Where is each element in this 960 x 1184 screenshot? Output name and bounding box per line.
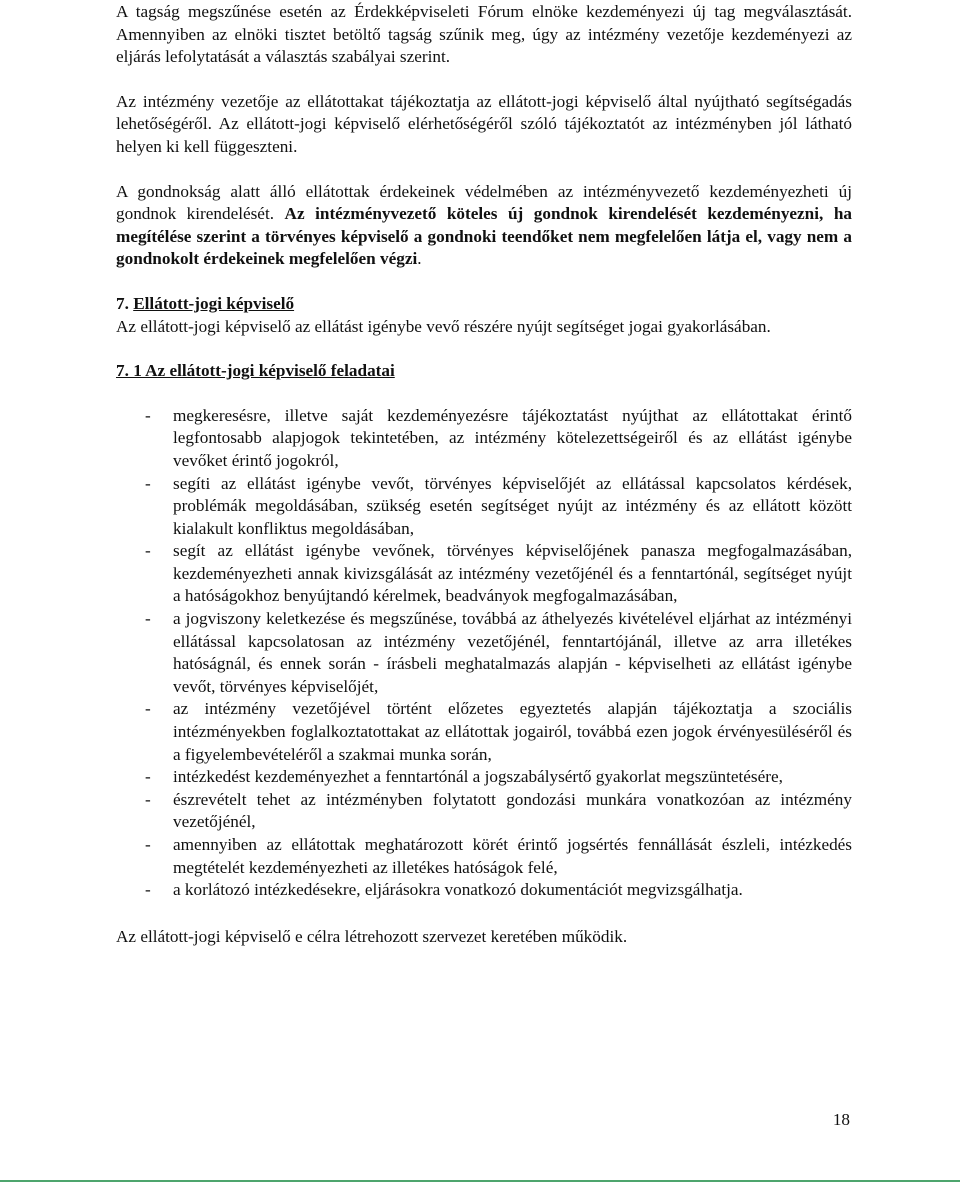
guardianship-bold-text: Az intézményvezető köteles új gondnok kirendelését kezdeményezni, ha megítélése szerint a törvényes képviselő a gondnoki teendőket nem megfelelően látja el, vagy nem a gondnokolt érdekeinek megfelelően végzi — [116, 204, 852, 269]
list-item — [116, 540, 852, 608]
list-item — [116, 879, 852, 902]
section-7-text: Az ellátott-jogi képviselő az ellátást igénybe vevő részére nyújt segítséget jogai gyakorlásában. — [116, 316, 771, 336]
bullet-dash: - — [145, 699, 151, 719]
section-7-number: 7. — [116, 293, 134, 313]
list-item-text: az intézmény vezetőjével történt előzetes egyeztetés alapján tájékoztatja a szociális intézményekben foglalkoztatottakat az ellátottak jogairól, továbbá ezen jogok érvényesüléséről és a figyelembevételéről a szakmai munka során, — [173, 699, 852, 764]
closing-paragraph: Az ellátott-jogi képviselő e célra létrehozott szervezet keretében működik. — [116, 926, 628, 946]
list-item-text: segít az ellátást igénybe vevőnek, törvényes képviselőjének panasza megfogalmazásában, kezdeményezheti annak kivizsgálását az intézmény vezetőjénél és a fenntartónál, segítséget nyújt a hatóságokhoz benyújtandó kérelmek, beadványok megfogalmazásában, — [173, 541, 852, 606]
list-item-text: amennyiben az ellátottak meghatározott körét érintő jogsértés fennállását észleli, intézkedés megtételét kezdeményezheti az illetékes hatóságok felé, — [173, 835, 852, 877]
bullet-dash: - — [145, 789, 151, 809]
paragraph-membership-termination: A tagság megszűnése esetén az Érdekképviseleti Fórum elnöke kezdeményezi új tag megválasztását. Amennyiben az elnöki tisztet betöltő tagság szűnik meg, úgy az intézmény vezetője kezdeményezi az eljárás lefolytatását a választás szabályai szerint. — [116, 2, 852, 67]
section-7-title: Ellátott-jogi képviselő — [133, 293, 295, 313]
list-item — [116, 608, 852, 698]
duties-list — [116, 405, 852, 902]
list-item-text: észrevételt tehet az intézményben folytatott gondozási munkára vonatkozóan az intézmény vezetőjénél, — [173, 789, 852, 832]
list-item — [116, 834, 852, 879]
list-item — [116, 473, 852, 541]
list-item — [116, 766, 852, 789]
bullet-dash: - — [145, 835, 151, 854]
list-item-text: megkeresésre, illetve saját kezdeményezésre tájékoztatást nyújthat az ellátottakat érintő legfontosabb alapjogok tekintetében, az intézmény kötelezettségeiről és az ellátást igénybe vevőket érintő jogokról, — [173, 405, 852, 470]
bullet-dash: - — [145, 880, 151, 900]
guardianship-text: A gondnokság alatt álló ellátottak érdekeinek védelmében az intézményvezető kezdeményezheti új gondnok kirendelését. — [116, 181, 852, 224]
section-7-heading — [116, 293, 852, 316]
bullet-dash: - — [145, 767, 151, 787]
document-page — [116, 1, 852, 948]
list-item — [116, 698, 852, 766]
list-item-text: a korlátozó intézkedésekre, eljárásokra vonatkozó dokumentációt megvizsgálhatja. — [173, 880, 743, 900]
bullet-dash: - — [145, 609, 151, 629]
list-item-text: a jogviszony keletkezése és megszűnése, továbbá az áthelyezés kivételével eljárhat az intézményi ellátással kapcsolatosan az intézmény vezetőjénél, fenntartójánál, illetve az arra illetékes hatóságnál, és ennek során - írásbeli meghatalmazás alapján - képviselheti az ellátást igénybe vevőt, törvényes képviselőjét, — [173, 609, 852, 696]
paragraph-representative-info: Az intézmény vezetője az ellátottakat tájékoztatja az ellátott-jogi képviselő által nyújtható segítségadás lehetőségéről. Az ellátott-jogi képviselő elérhetőségéről szóló tájékoztatót az intézményben jól látható helyen ki kell függeszteni. — [116, 91, 852, 156]
bullet-dash: - — [145, 405, 151, 425]
guardianship-end: . — [417, 249, 422, 269]
bullet-dash: - — [145, 541, 151, 561]
footer-divider — [0, 1180, 960, 1182]
page-number: 18 — [832, 1110, 850, 1129]
bullet-dash: - — [145, 473, 151, 493]
list-item — [116, 789, 852, 834]
paragraph-guardianship — [116, 181, 852, 271]
list-item-text: intézkedést kezdeményezhet a fenntartónál a jogszabálysértő gyakorlat megszüntetésére, — [173, 767, 783, 787]
list-item — [116, 405, 852, 473]
list-item-text: segíti az ellátást igénybe vevőt, törvényes képviselőjét az ellátással kapcsolatos kérdések, problémák megoldásában, szükség esetén segítséget nyújt az intézmény és az ellátott között kialakult konfliktus megoldásában, — [173, 473, 852, 538]
section-7-1-heading: 7. 1 Az ellátott-jogi képviselő feladatai — [116, 361, 395, 381]
